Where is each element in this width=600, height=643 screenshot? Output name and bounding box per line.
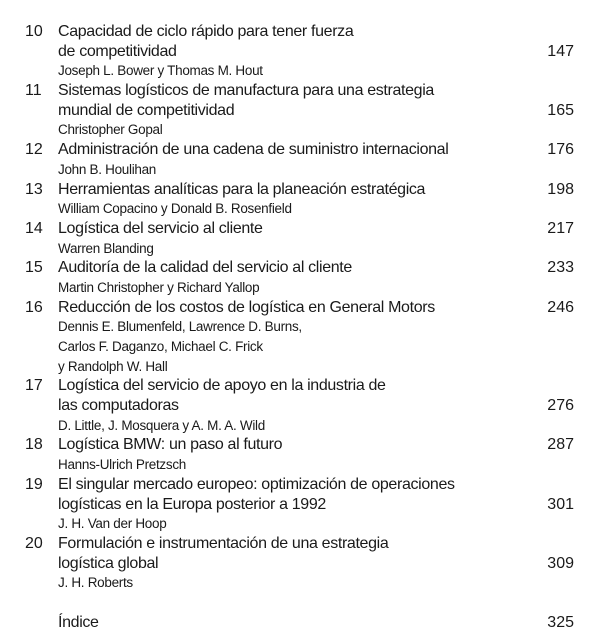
- page-number: 147: [547, 42, 574, 60]
- index-page-number: 325: [547, 613, 574, 631]
- toc-entry: [0, 435, 600, 474]
- author-line: [0, 357, 600, 377]
- title-line: [0, 534, 600, 554]
- title-line: [0, 258, 600, 278]
- page-number: 198: [547, 180, 574, 198]
- title-line: [0, 81, 600, 101]
- page-number: 233: [547, 259, 574, 277]
- chapter-author: Martin Christopher y Richard Yallop: [58, 279, 260, 295]
- page-number: 246: [547, 298, 574, 316]
- chapter-author: Carlos F. Daganzo, Michael C. Frick: [58, 339, 263, 354]
- chapter-author: J. H. Roberts: [58, 575, 133, 591]
- chapter-title: Logística del servicio de apoyo en la industria de: [58, 377, 386, 395]
- chapter-number: 18: [25, 436, 43, 454]
- author-line: [0, 239, 600, 259]
- chapter-title: Herramientas analíticas para la planeación estratégica: [58, 180, 426, 198]
- title-line: [0, 219, 600, 239]
- chapter-author: Warren Blanding: [58, 240, 154, 256]
- author-line: [0, 199, 600, 219]
- title-line: [0, 101, 600, 121]
- chapter-number: 20: [25, 534, 43, 552]
- chapter-title: Formulación e instrumentación de una estrategia: [58, 534, 389, 552]
- chapter-number: 13: [25, 180, 43, 198]
- chapter-title: Sistemas logísticos de manufactura para una estrategia: [58, 82, 434, 100]
- chapter-number: 14: [25, 219, 43, 237]
- title-line: [0, 180, 600, 200]
- chapter-author: Joseph L. Bower y Thomas M. Hout: [58, 63, 263, 79]
- toc-entry: [0, 219, 600, 258]
- author-line: [0, 317, 600, 337]
- chapter-title: Capacidad de ciclo rápido para tener fuerza: [58, 23, 354, 40]
- chapter-number: 16: [25, 298, 43, 316]
- toc-entry: [0, 298, 600, 377]
- chapter-author: William Copacino y Donald B. Rosenfield: [58, 201, 292, 217]
- chapter-number: 11: [25, 82, 42, 100]
- chapter-author: Christopher Gopal: [58, 122, 163, 138]
- chapter-author: y Randolph W. Hall: [58, 358, 168, 374]
- toc-entry: [0, 475, 600, 534]
- author-line: [0, 573, 600, 593]
- toc-entry: [0, 140, 600, 179]
- title-line: [0, 396, 600, 416]
- chapter-title: logísticas en la Europa posterior a 1992: [58, 495, 326, 513]
- chapter-author: Hanns-Ulrich Pretzsch: [58, 457, 186, 473]
- toc-entry: [0, 258, 600, 297]
- chapter-number: 17: [25, 377, 43, 395]
- chapter-title: las computadoras: [58, 397, 179, 415]
- chapter-title: El singular mercado europeo: optimización de operaciones: [58, 475, 455, 493]
- index-title: Índice: [58, 613, 99, 631]
- spacer: [0, 593, 600, 613]
- chapter-title: mundial de competitividad: [58, 101, 235, 119]
- chapter-number: 12: [25, 141, 43, 159]
- page-number: 287: [547, 436, 574, 454]
- title-line: [0, 435, 600, 455]
- chapter-number: 19: [25, 475, 43, 493]
- toc-entry: [0, 81, 600, 140]
- chapter-title: de competitividad: [58, 42, 177, 60]
- author-line: [0, 278, 600, 298]
- author-line: [0, 120, 600, 140]
- toc-entry: [0, 180, 600, 219]
- page-number: 301: [547, 495, 574, 513]
- chapter-title: Auditoría de la calidad del servicio al cliente: [58, 259, 352, 277]
- chapter-author: D. Little, J. Mosquera y A. M. A. Wild: [58, 417, 265, 433]
- index-entry: [0, 613, 600, 633]
- title-line: [0, 475, 600, 495]
- page-number: 176: [547, 141, 574, 159]
- page-number: 276: [547, 397, 574, 415]
- author-line: [0, 455, 600, 475]
- chapter-title: logística global: [58, 554, 159, 572]
- title-line: [0, 140, 600, 160]
- chapter-title: Reducción de los costos de logística en General Motors: [58, 298, 435, 316]
- toc-entry: [0, 534, 600, 593]
- chapter-author: J. H. Van der Hoop: [58, 516, 167, 532]
- chapter-author: John B. Houlihan: [58, 161, 157, 177]
- page-number: 217: [547, 219, 574, 237]
- chapter-title: Administración de una cadena de suministro internacional: [58, 141, 449, 159]
- author-line: [0, 514, 600, 534]
- chapter-number: 10: [25, 23, 43, 40]
- chapter-author: Dennis E. Blumenfeld, Lawrence D. Burns,: [58, 319, 302, 335]
- page-number: 309: [547, 554, 574, 572]
- title-line: [0, 22, 600, 42]
- toc-entry: [0, 376, 600, 435]
- title-line: [0, 495, 600, 515]
- author-line: [0, 337, 600, 357]
- title-line: [0, 554, 600, 574]
- chapter-title: Logística BMW: un paso al futuro: [58, 436, 283, 454]
- chapter-title: Logística del servicio al cliente: [58, 219, 263, 237]
- title-line: [0, 42, 600, 62]
- chapter-number: 15: [25, 259, 43, 277]
- author-line: [0, 416, 600, 436]
- toc-entry: [0, 22, 600, 81]
- page-number: 165: [547, 101, 574, 119]
- title-line: [0, 376, 600, 396]
- author-line: [0, 61, 600, 81]
- author-line: [0, 160, 600, 180]
- title-line: [0, 298, 600, 318]
